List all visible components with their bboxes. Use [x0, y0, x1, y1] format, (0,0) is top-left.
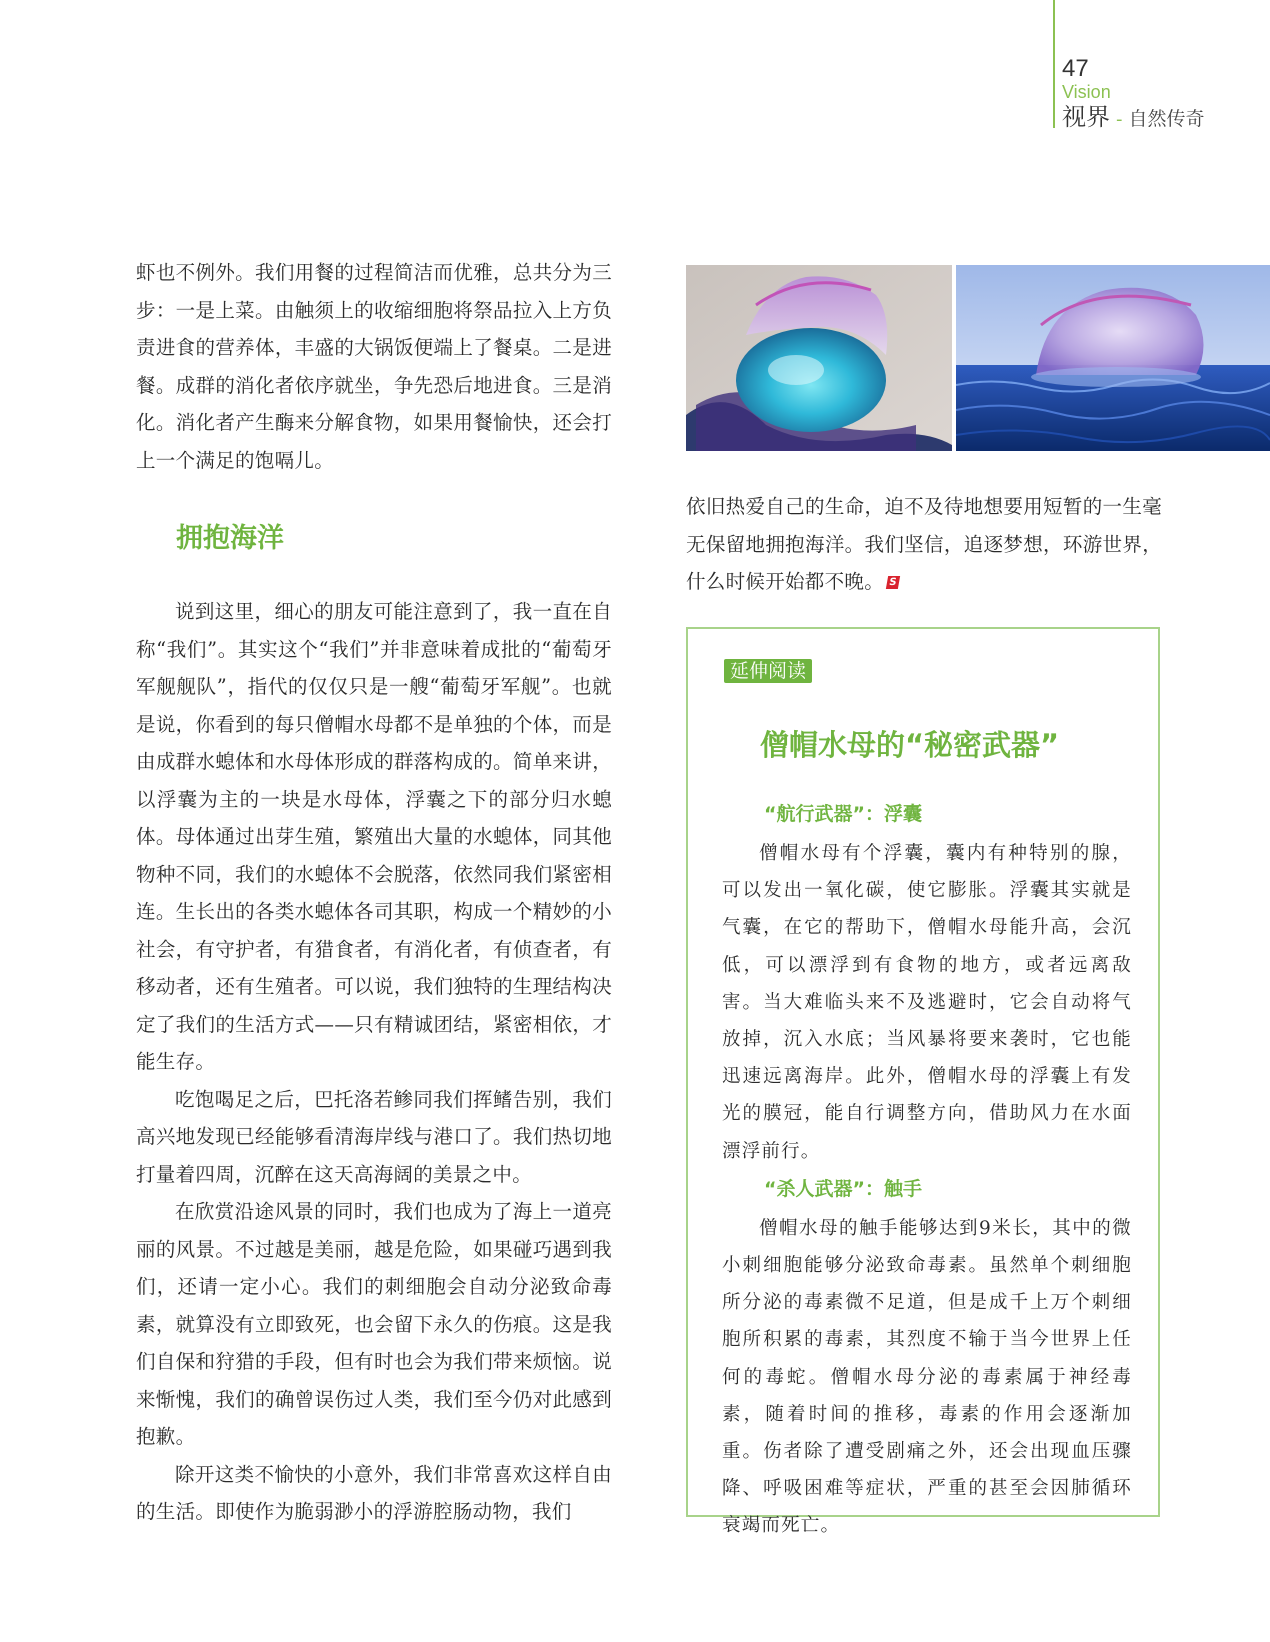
section-name: 视界 [1062, 103, 1110, 131]
section-dash: - [1116, 109, 1123, 130]
page-number: 47 [1062, 55, 1089, 82]
jellyfish-beach-photo [686, 265, 952, 451]
left-column [136, 254, 612, 1531]
extended-reading-box [686, 627, 1160, 1537]
vision-label: Vision [1062, 82, 1111, 102]
continuation-text: 依旧热爱自己的生命，迫不及待地想要用短暂的一生毫无保留地拥抱海洋。我们坚信，追逐梦想，环游世界，什么时候开始都不晚。 [686, 495, 1162, 593]
sidebar-subtitle-tentacles: “杀人武器”：触手 [764, 1177, 922, 1200]
sidebar-subtitle-float: “航行武器”：浮囊 [764, 803, 922, 825]
section-heading-embrace-ocean: 拥抱海洋 [176, 523, 284, 554]
intro-paragraph: 虾也不例外。我们用餐的过程简洁而优雅，总共分为三步：一是上菜。由触须上的收缩细胞将祭品拉入上方负责进食的营养体，丰盛的大锅饭便端上了餐桌。二是进餐。成群的消化者依序就坐，争先恐后地进食。三是消化。消化者产生酶来分解食物，如果用餐愉快，还会打上一个满足的饱嗝儿。 [136, 261, 612, 472]
jellyfish-beach-image [686, 265, 952, 451]
continuation-paragraph [686, 488, 1162, 601]
body-paragraph-1: 说到这里，细心的朋友可能注意到了，我一直在自称“我们”。其实这个“我们”并非意味着成批的“葡萄牙军舰舰队”，指代的仅仅只是一艘“葡萄牙军舰”。也就是说，你看到的每只僧帽水母都不是单独的个体，而是由成群水螅体和水母体形成的群落构成的。简单来讲，以浮囊为主的一块是水母体，浮囊之下的部分归水螅体。母体通过出芽生殖，繁殖出大量的水螅体，同其他物种不同，我们的水螅体不会脱落，依然同我们紧密相连。生长出的各类水螅体各司其职，构成一个精妙的小社会，有守护者，有猎食者，有消化者，有侦查者，有移动者，还有生殖者。可以说，我们独特的生理结构决定了我们的生活方式——只有精诚团结，紧密相依，才能生存。 [136, 600, 612, 1073]
jellyfish-sea-image [956, 265, 1270, 451]
section-title [1062, 103, 1205, 134]
header-divider-line [1053, 0, 1055, 128]
body-paragraph-3: 在欣赏沿途风景的同时，我们也成为了海上一道亮丽的风景。不过越是美丽，越是危险，如果碰巧遇到我们，还请一定小心。我们的刺细胞会自动分泌致命毒素，就算没有立即致死，也会留下永久的伤痕。这是我们自保和狩猎的手段，但有时也会为我们带来烦恼。说来惭愧，我们的确曾误伤过人类，我们至今仍对此感到抱歉。 [136, 1200, 612, 1448]
body-paragraph-4: 除开这类不愉快的小意外，我们非常喜欢这样自由的生活。即使作为脆弱渺小的浮游腔肠动物，我们 [136, 1462, 612, 1523]
article-end-mark: S [886, 576, 900, 589]
sidebar-paragraph-tentacles: 僧帽水母的触手能够达到9米长，其中的微小刺细胞能够分泌致命毒素。虽然单个刺细胞所分泌的毒素微不足道，但是成千上万个刺细胞所积累的毒素，其烈度不输于当今世界上任何的毒蛇。僧帽水母分泌的毒素属于神经毒素，随着时间的推移，毒素的作用会逐渐加重。伤者除了遭受剧痛之外，还会出现血压骤降、呼吸困难等症状，严重的甚至会因肺循环衰竭而死亡。 [722, 1217, 1132, 1537]
extended-reading-tag: 延伸阅读 [724, 659, 812, 683]
jellyfish-sea-photo [956, 265, 1270, 451]
body-paragraph-2: 吃饱喝足之后，巴托洛若鲹同我们挥鳍告别，我们高兴地发现已经能够看清海岸线与港口了。我们热切地打量着四周，沉醉在这天高海阔的美景之中。 [136, 1087, 612, 1186]
sidebar-title: 僧帽水母的“秘密武器” [760, 728, 1060, 762]
sidebar-paragraph-float: 僧帽水母有个浮囊，囊内有种特别的腺，可以发出一氧化碳，使它膨胀。浮囊其实就是气囊，在它的帮助下，僧帽水母能升高，会沉低，可以漂浮到有食物的地方，或者远离敌害。当大难临头来不及逃避时，它会自动将气放掉，沉入水底；当风暴将要来袭时，它也能迅速远离海岸。此外，僧帽水母的浮囊上有发光的膜冠，能自行调整方向，借助风力在水面漂浮前行。 [722, 843, 1132, 1162]
sidebar-body [722, 797, 1132, 1545]
subsection-name: 自然传奇 [1128, 108, 1205, 130]
right-column-text [686, 488, 1162, 601]
